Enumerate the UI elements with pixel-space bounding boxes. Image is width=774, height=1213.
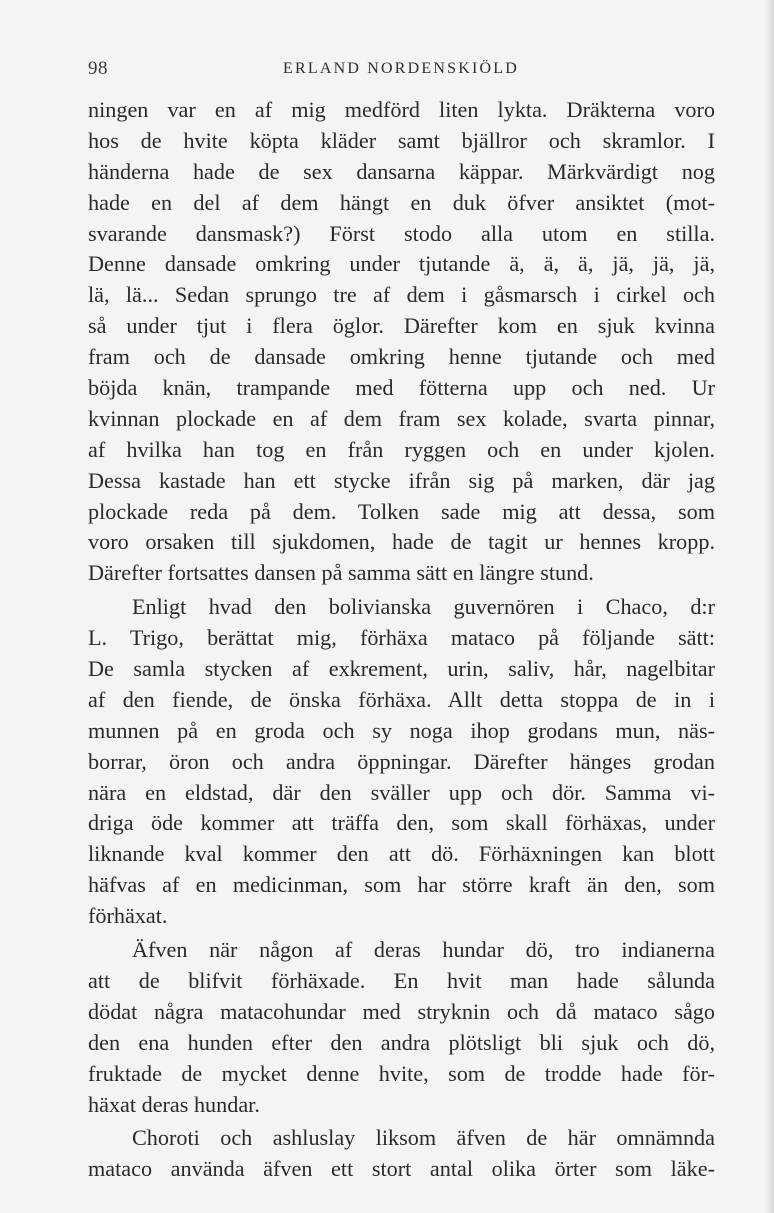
running-head: ERLAND NORDENSKIÖLD bbox=[283, 60, 520, 77]
paragraph-4 bbox=[88, 1123, 715, 1185]
text-line: hos de hvite köpta kläder samt bjällror och skramlor. I bbox=[88, 127, 715, 153]
text-line: hade en del af dem hängt en duk öfver ansiktet (mot- bbox=[88, 189, 715, 215]
paragraph-3 bbox=[88, 935, 715, 1120]
text-line: Denne dansade omkring under tjutande ä, ä, ä, jä, jä, jä, bbox=[88, 251, 715, 277]
text-line: Enligt hvad den bolivianska guvernören i Chaco, d:r bbox=[132, 594, 715, 620]
page-header bbox=[88, 58, 715, 86]
text-line: Choroti och ashluslay liksom äfven de här omnämnda bbox=[132, 1125, 715, 1151]
text-line: svarande dansmask?) Först stodo alla utom en stilla. bbox=[88, 220, 715, 246]
text-line: den ena hunden efter den andra plötsligt bli sjuk och dö, bbox=[88, 1029, 715, 1055]
text-line: förhäxat. bbox=[88, 903, 168, 929]
text-line: Därefter fortsattes dansen på samma sätt en längre stund. bbox=[88, 560, 594, 586]
text-line: borrar, öron och andra öppningar. Därefter hänges grodan bbox=[88, 748, 715, 774]
text-line: Äfven när någon af deras hundar dö, tro indianerna bbox=[132, 937, 715, 963]
text-line: af den fiende, de önska förhäxa. Allt detta stoppa de in i bbox=[88, 686, 715, 712]
text-line: häfvas af en medicinman, som har större kraft än den, som bbox=[88, 872, 715, 898]
text-line: fram och de dansade omkring henne tjutande och med bbox=[88, 344, 715, 370]
text-line: så under tjut i flera öglor. Därefter kom en sjuk kvinna bbox=[88, 313, 715, 339]
text-line: dödat några matacohundar med stryknin och då mataco sågo bbox=[88, 998, 715, 1024]
text-line: böjda knän, trampande med fötterna upp och ned. Ur bbox=[88, 375, 715, 401]
paragraph-1 bbox=[88, 95, 715, 589]
text-line: händerna hade de sex dansarna käppar. Märkvärdigt nog bbox=[88, 158, 715, 184]
text-line: driga öde kommer att träffa den, som skall förhäxas, under bbox=[88, 810, 715, 836]
text-line: mataco använda äfven ett stort antal olika örter som läke- bbox=[88, 1156, 715, 1182]
text-line: fruktade de mycket denne hvite, som de trodde hade för- bbox=[88, 1060, 715, 1086]
text-line: af hvilka han tog en från ryggen och en under kjolen. bbox=[88, 436, 715, 462]
text-line: Dessa kastade han ett stycke ifrån sig på marken, där jag bbox=[88, 467, 715, 493]
text-line: voro orsaken till sjukdomen, hade de tagit ur hennes kropp. bbox=[88, 529, 715, 555]
page-number: 98 bbox=[88, 58, 108, 79]
text-line: nära en eldstad, där den sväller upp och dör. Samma vi- bbox=[88, 779, 715, 805]
text-line: häxat deras hundar. bbox=[88, 1091, 260, 1117]
text-line: liknande kval kommer den att dö. Förhäxningen kan blott bbox=[88, 841, 715, 867]
body-text bbox=[88, 95, 715, 1185]
text-line: L. Trigo, berättat mig, förhäxa mataco på följande sätt: bbox=[88, 625, 715, 651]
text-line: munnen på en groda och sy noga ihop grodans mun, näs- bbox=[88, 717, 715, 743]
page-edge-shadow bbox=[764, 0, 774, 1213]
text-line: lä, lä... Sedan sprungo tre af dem i gåsmarsch i cirkel och bbox=[88, 282, 715, 308]
paragraph-2 bbox=[88, 592, 715, 932]
text-line: kvinnan plockade en af dem fram sex kolade, svarta pinnar, bbox=[88, 405, 715, 431]
text-line: De samla stycken af exkrement, urin, saliv, hår, nagelbitar bbox=[88, 656, 715, 682]
text-line: ningen var en af mig medförd liten lykta. Dräkterna voro bbox=[88, 97, 715, 122]
text-line: att de blifvit förhäxade. En hvit man hade sålunda bbox=[88, 967, 715, 993]
text-line: plockade reda på dem. Tolken sade mig att dessa, som bbox=[88, 498, 715, 524]
